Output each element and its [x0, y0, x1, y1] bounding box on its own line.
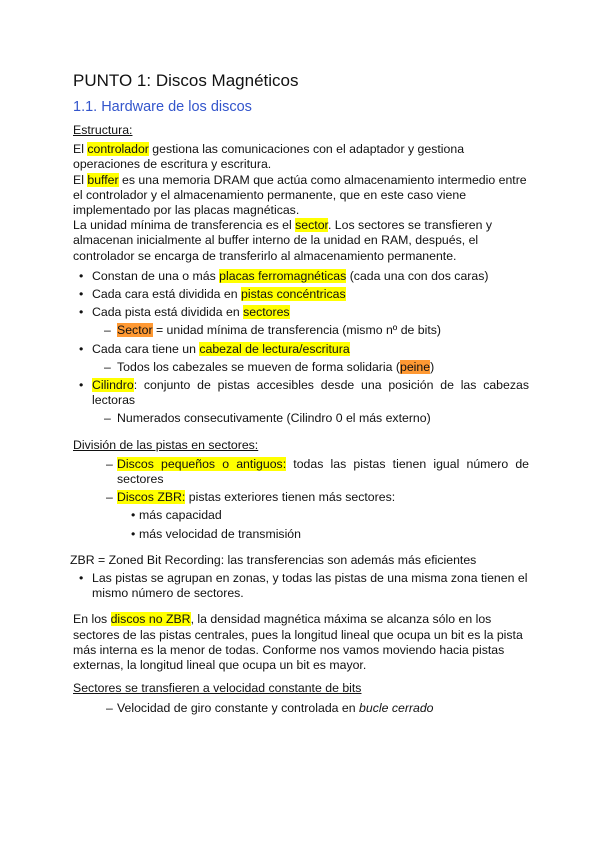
estructura-heading: Estructura:	[73, 123, 133, 137]
highlight-controlador: controlador	[87, 142, 149, 157]
zbr-benefits-list	[73, 508, 529, 541]
sectores-heading: Sectores se transfieren a velocidad constante de bits	[73, 681, 362, 696]
sub-list	[73, 411, 529, 426]
list-item: • Constan de una o más placas ferromagnéticas (cada una con dos caras)	[79, 268, 489, 283]
list-item: – Velocidad de giro constante y controlada en bucle cerrado	[106, 700, 434, 715]
bullet-icon: •	[131, 508, 136, 523]
list-item: – Discos ZBR: pistas exteriores tienen más sectores:	[106, 490, 396, 505]
dash-icon: –	[106, 700, 113, 715]
bullet-icon: •	[79, 571, 84, 586]
zbr-definition: ZBR = Zoned Bit Recording: las transferencias son además más eficientes	[70, 552, 477, 567]
bullet-icon: •	[131, 526, 136, 541]
estructura-paragraph-3: La unidad mínima de transferencia es el sector. Los sectores se transfieren y almacenan inicialmente al buffer interno de la unidad en RAM, después, el controlador se encarga de transferirlo al almacenamiento permanente.	[73, 218, 493, 263]
dash-icon: –	[104, 359, 111, 374]
list-item: • Cilindro: conjunto de pistas accesibles desde una posición de las cabezas lectoras – Numerados consecutivamente (Cilindro 0 el más externo)	[73, 378, 529, 427]
sectores-list	[73, 701, 529, 716]
list-item: • Cada cara está dividida en pistas concéntricas	[79, 287, 346, 302]
list-item: • más velocidad de transmisión	[131, 526, 301, 541]
division-heading: División de las pistas en sectores:	[73, 437, 259, 452]
bullet-icon: •	[79, 268, 84, 283]
page-title: PUNTO 1: Discos Magnéticos	[73, 71, 299, 90]
estructura-paragraph-2: El buffer es una memoria DRAM que actúa como almacenamiento intermedio entre el controlador y el almacenamiento permanente, que en este caso viene implementado por las placas magnéticas.	[73, 172, 527, 218]
list-item: • Cada cara tiene un cabezal de lectura/escritura – Todos los cabezales se mueven de forma solidaria (peine)	[73, 342, 529, 375]
structure-bullet-list	[73, 269, 529, 427]
estructura-paragraph-1: El controlador gestiona las comunicaciones con el adaptador y gestiona operaciones de escritura y escritura.	[73, 142, 465, 172]
bullet-icon: •	[79, 305, 84, 320]
dash-icon: –	[106, 456, 113, 471]
list-item: – Numerados consecutivamente (Cilindro 0 el más externo)	[104, 411, 431, 426]
section-subtitle: 1.1. Hardware de los discos	[73, 99, 252, 115]
list-item: – Discos pequeños o antiguos: todas las pistas tienen igual número de sectores	[106, 456, 529, 487]
list-item: • más capacidad	[131, 508, 222, 523]
sub-list	[73, 360, 529, 375]
dash-icon: –	[106, 490, 113, 505]
list-item: • Cada pista está dividida en sectores – Sector = unidad mínima de transferencia (mismo nº de bits)	[73, 305, 529, 338]
document-content	[70, 70, 529, 719]
sub-list	[73, 323, 529, 338]
no-zbr-paragraph: En los discos no ZBR, la densidad magnética máxima se alcanza sólo en los sectores de las pistas centrales, pues la longitud lineal que ocupa un bit es la pista más interna es la menor de todas. Conforme nos vamos moviendo hacia pistas externas, la longitud lineal que ocupa un bit es mayor.	[73, 612, 523, 673]
bullet-icon: •	[79, 378, 84, 393]
highlight-buffer: buffer	[87, 172, 119, 187]
list-item: – Sector = unidad mínima de transferencia (mismo nº de bits)	[104, 323, 442, 338]
dash-icon: –	[104, 411, 111, 426]
dash-icon: –	[104, 323, 111, 338]
list-item: • Las pistas se agrupan en zonas, y todas las pistas de una misma zona tienen el mismo número de sectores.	[79, 571, 528, 601]
zbr-bullet-list	[73, 571, 529, 601]
bullet-icon: •	[79, 287, 84, 302]
highlight-discos-no-zbr: discos no ZBR	[110, 612, 191, 627]
list-item: – Todos los cabezales se mueven de forma solidaria (peine)	[104, 359, 435, 374]
highlight-sector: sector	[295, 218, 328, 233]
division-list	[73, 457, 529, 506]
bullet-icon: •	[79, 341, 84, 356]
